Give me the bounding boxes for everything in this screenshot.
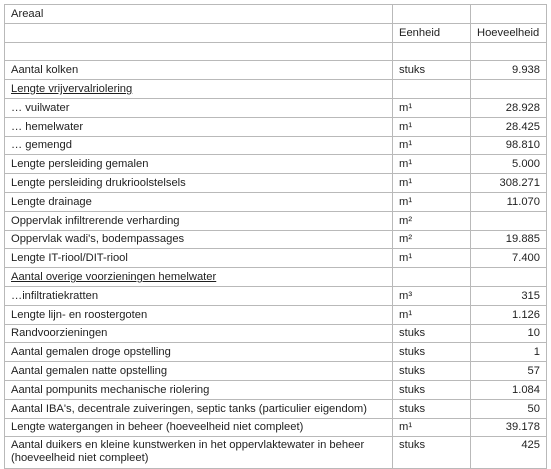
row-label-cell[interactable]: Lengte persleiding drukrioolstelsels (5, 174, 393, 193)
header-unit-cell[interactable]: Eenheid (393, 23, 471, 42)
row-unit-cell[interactable]: m¹ (393, 418, 471, 437)
row-amount-cell[interactable] (471, 80, 547, 99)
title-row (5, 5, 547, 24)
row-amount-cell[interactable]: 10 (471, 324, 547, 343)
row-label-cell[interactable]: Oppervlak infiltrerende verharding (5, 211, 393, 230)
row-amount-cell[interactable]: 1.084 (471, 380, 547, 399)
title-amount-cell[interactable] (471, 5, 547, 24)
row-amount-cell[interactable]: 1.126 (471, 305, 547, 324)
row-label-cell[interactable]: Lengte watergangen in beheer (hoeveelheid niet compleet) (5, 418, 393, 437)
row-label-cell[interactable]: Randvoorzieningen (5, 324, 393, 343)
row-label-cell[interactable]: Aantal duikers en kleine kunstwerken in het oppervlaktewater in beheer (hoeveelheid niet compleet) (5, 437, 393, 469)
title-cell[interactable]: Areaal (5, 5, 393, 24)
row-unit-cell[interactable]: stuks (393, 437, 471, 469)
table-row (5, 192, 547, 211)
table-row (5, 343, 547, 362)
row-label-cell[interactable]: Aantal IBA's, decentrale zuiveringen, septic tanks (particulier eigendom) (5, 399, 393, 418)
title-unit-cell[interactable] (393, 5, 471, 24)
row-unit-cell[interactable]: m³ (393, 286, 471, 305)
table-row (5, 305, 547, 324)
row-unit-cell[interactable]: m¹ (393, 305, 471, 324)
row-label-cell[interactable]: …infiltratiekratten (5, 286, 393, 305)
row-label-cell[interactable]: Lengte persleiding gemalen (5, 155, 393, 174)
row-amount-cell[interactable]: 7.400 (471, 249, 547, 268)
spacer-label-cell[interactable] (5, 42, 393, 61)
table-row (5, 362, 547, 381)
table-row (5, 380, 547, 399)
row-unit-cell[interactable]: stuks (393, 324, 471, 343)
row-label-cell[interactable]: Oppervlak wadi's, bodempassages (5, 230, 393, 249)
table-row (5, 98, 547, 117)
row-amount-cell[interactable]: 5.000 (471, 155, 547, 174)
row-label-cell[interactable]: Lengte drainage (5, 192, 393, 211)
row-label-cell[interactable]: Lengte IT-riool/DIT-riool (5, 249, 393, 268)
row-amount-cell[interactable]: 308.271 (471, 174, 547, 193)
spacer-unit-cell[interactable] (393, 42, 471, 61)
table-row (5, 117, 547, 136)
row-unit-cell[interactable] (393, 80, 471, 99)
spacer-amount-cell[interactable] (471, 42, 547, 61)
row-amount-cell[interactable]: 19.885 (471, 230, 547, 249)
row-unit-cell[interactable]: m² (393, 211, 471, 230)
spacer-row (5, 42, 547, 61)
row-unit-cell[interactable]: m¹ (393, 98, 471, 117)
row-label-cell[interactable]: Lengte vrijvervalriolering (5, 80, 393, 99)
row-amount-cell[interactable]: 9.938 (471, 61, 547, 80)
table-row (5, 174, 547, 193)
row-unit-cell[interactable]: stuks (393, 380, 471, 399)
row-unit-cell[interactable]: m¹ (393, 136, 471, 155)
table-row (5, 286, 547, 305)
table-row (5, 80, 547, 99)
row-amount-cell[interactable]: 57 (471, 362, 547, 381)
header-row (5, 23, 547, 42)
row-label-cell[interactable]: Aantal gemalen droge opstelling (5, 343, 393, 362)
areaal-table (4, 4, 547, 469)
row-unit-cell[interactable]: m¹ (393, 192, 471, 211)
row-amount-cell[interactable]: 39.178 (471, 418, 547, 437)
row-unit-cell[interactable]: m¹ (393, 117, 471, 136)
table-row (5, 61, 547, 80)
row-unit-cell[interactable]: m¹ (393, 174, 471, 193)
row-amount-cell[interactable]: 50 (471, 399, 547, 418)
table-row (5, 249, 547, 268)
row-unit-cell[interactable]: m² (393, 230, 471, 249)
table-row (5, 230, 547, 249)
row-amount-cell[interactable] (471, 268, 547, 287)
row-amount-cell[interactable]: 11.070 (471, 192, 547, 211)
header-amount-cell[interactable]: Hoeveelheid (471, 23, 547, 42)
row-amount-cell[interactable]: 1 (471, 343, 547, 362)
header-label-cell[interactable] (5, 23, 393, 42)
row-label-cell[interactable]: Aantal overige voorzieningen hemelwater (5, 268, 393, 287)
row-amount-cell[interactable]: 425 (471, 437, 547, 469)
row-label-cell[interactable]: … vuilwater (5, 98, 393, 117)
row-label-cell[interactable]: Aantal gemalen natte opstelling (5, 362, 393, 381)
row-amount-cell[interactable]: 28.425 (471, 117, 547, 136)
row-amount-cell[interactable]: 98.810 (471, 136, 547, 155)
table-row (5, 268, 547, 287)
row-unit-cell[interactable] (393, 268, 471, 287)
row-amount-cell[interactable]: 28.928 (471, 98, 547, 117)
table-row (5, 136, 547, 155)
row-unit-cell[interactable]: stuks (393, 343, 471, 362)
row-unit-cell[interactable]: stuks (393, 399, 471, 418)
row-unit-cell[interactable]: stuks (393, 61, 471, 80)
row-unit-cell[interactable]: m¹ (393, 249, 471, 268)
table-row (5, 399, 547, 418)
row-label-cell[interactable]: Aantal pompunits mechanische riolering (5, 380, 393, 399)
row-amount-cell[interactable]: 315 (471, 286, 547, 305)
table-row (5, 324, 547, 343)
row-amount-cell[interactable] (471, 211, 547, 230)
table-row (5, 418, 547, 437)
row-label-cell[interactable]: Aantal kolken (5, 61, 393, 80)
row-label-cell[interactable]: … hemelwater (5, 117, 393, 136)
table-row (5, 211, 547, 230)
table-row (5, 155, 547, 174)
row-label-cell[interactable]: Lengte lijn- en roostergoten (5, 305, 393, 324)
row-unit-cell[interactable]: stuks (393, 362, 471, 381)
row-unit-cell[interactable]: m¹ (393, 155, 471, 174)
row-label-cell[interactable]: … gemengd (5, 136, 393, 155)
